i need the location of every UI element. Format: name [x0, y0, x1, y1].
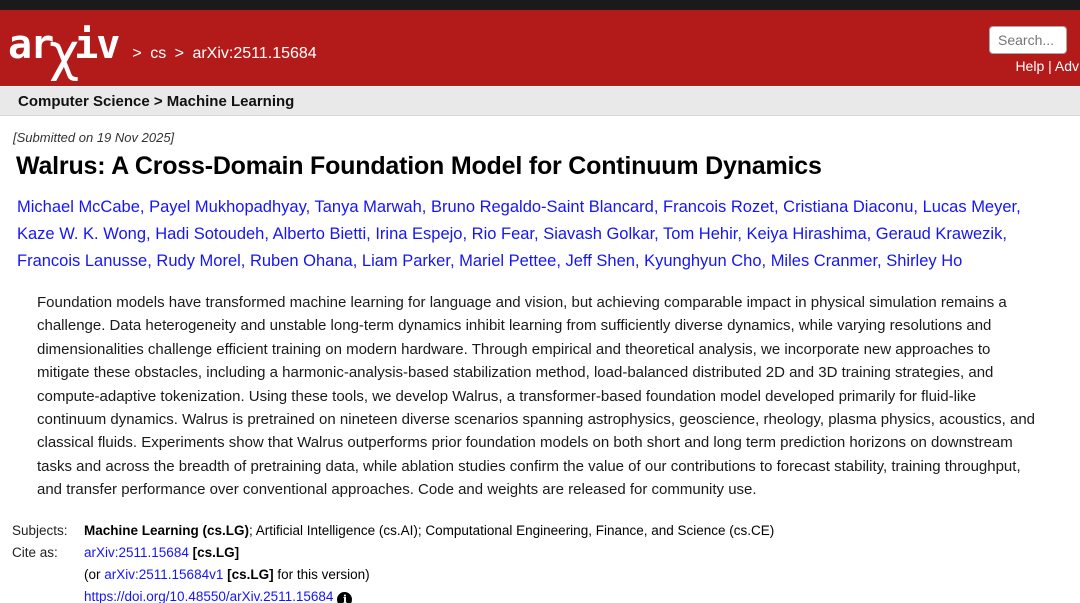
author-link[interactable]: Michael McCabe	[17, 198, 140, 216]
cite-as-label: Cite as:	[12, 544, 58, 560]
author-link[interactable]: Kyunghyun Cho	[644, 252, 762, 270]
subjects-primary: Machine Learning (cs.LG)	[84, 522, 250, 538]
logo-breadcrumb-row	[8, 22, 317, 83]
author-link[interactable]: Alberto Bietti	[272, 225, 367, 243]
version-category: [cs.LG]	[227, 566, 274, 582]
cite-as-row	[12, 542, 1068, 603]
author-link[interactable]: Mariel Pettee	[459, 252, 557, 270]
version-line	[84, 564, 370, 586]
author-link[interactable]: Geraud Krawezik	[875, 225, 1003, 243]
author-link[interactable]: Jeff Shen	[565, 252, 635, 270]
author-link[interactable]: Liam Parker	[361, 252, 450, 270]
logo-chi-glyph: χ	[49, 23, 78, 83]
author-link[interactable]: Bruno Regaldo-Saint Blancard	[430, 198, 654, 216]
top-dark-strip	[0, 0, 1080, 10]
authors-list: Michael McCabe, Payel Mukhopadhyay, Tanya Marwah, Bruno Regaldo-Saint Blancard, Francois Rozet, Cristiana Diaconu, Lucas Meyer, Kaze W. K. Wong, Hadi Sotoudeh, Alberto Bietti, Irina Espejo, Rio Fear, Siavash Golkar, Tom Hehir, Keiya Hirashima, Geraud Krawezik, Francois Lanusse, Rudy Morel, Ruben Ohana, Liam Parker, Mariel Pettee, Jeff Shen, Kyunghyun Cho, Miles Cranmer, Shirley Ho	[17, 198, 1021, 270]
category-subheader	[0, 86, 1080, 116]
author-link[interactable]: Payel Mukhopadhyay	[149, 198, 306, 216]
author-link[interactable]: Kaze W. K. Wong	[17, 225, 147, 243]
doi-link[interactable]: https://doi.org/10.48550/arXiv.2511.15684	[84, 588, 334, 603]
breadcrumb-section-link[interactable]: cs	[150, 45, 167, 62]
version-arxiv-id-link[interactable]: arXiv:2511.15684v1	[104, 566, 224, 582]
author-link[interactable]: Miles Cranmer	[770, 252, 878, 270]
author-link[interactable]: Rio Fear	[471, 225, 535, 243]
author-link[interactable]: Hadi Sotoudeh	[155, 225, 265, 243]
author-link[interactable]: Cristiana Diaconu	[783, 198, 914, 216]
logo-text-post: iv	[74, 22, 119, 68]
author-link[interactable]: Tom Hehir	[663, 225, 738, 243]
info-icon[interactable]: i	[337, 592, 352, 603]
category-subheader-label: Computer Science > Machine Learning	[18, 92, 295, 110]
submission-date: [Submitted on 19 Nov 2025]	[13, 130, 175, 145]
subjects-label: Subjects:	[12, 522, 68, 538]
author-link[interactable]: Lucas Meyer	[922, 198, 1017, 216]
breadcrumb-paper-id-link[interactable]: arXiv:2511.15684	[192, 45, 317, 62]
arxiv-banner	[0, 10, 1080, 86]
cite-line	[84, 542, 370, 564]
breadcrumb-separator: >	[174, 45, 184, 62]
paper-title: Walrus: A Cross-Domain Foundation Model for Continuum Dynamics	[16, 152, 822, 180]
author-link[interactable]: Shirley Ho	[886, 252, 963, 270]
cite-as-value	[84, 542, 370, 603]
subjects-value	[84, 520, 774, 542]
logo-text-pre: ar	[8, 22, 53, 68]
abstract-page-content	[0, 130, 1080, 603]
author-link[interactable]: Francois Rozet	[663, 198, 774, 216]
author-link[interactable]: Francois Lanusse	[17, 252, 148, 270]
cite-category: [cs.LG]	[192, 544, 240, 560]
arxiv-logo[interactable]	[8, 22, 119, 83]
search-input[interactable]	[989, 26, 1067, 54]
cite-arxiv-id-link[interactable]: arXiv:2511.15684	[84, 544, 189, 560]
help-links[interactable]: Help | Adv	[1015, 58, 1079, 74]
version-prefix: (or	[84, 566, 105, 582]
author-link[interactable]: Ruben Ohana	[249, 252, 353, 270]
author-link[interactable]: Rudy Morel	[156, 252, 241, 270]
author-link[interactable]: Irina Espejo	[375, 225, 463, 243]
abstract-text: Foundation models have transformed machine learning for language and vision, but achieving comparable impact in physical simulation remains a challenge. Data heterogeneity and unstable long-term dynamics inhibit learning from sufficiently diverse dynamics, while varying resolutions and dimensionalities challenge efficient training on modern hardware. Through empirical and theoretical analysis, we incorporate new approaches to mitigate these obstacles, including a harmonic-analysis-based stabilization method, load-balanced distributed 2D and 3D training strategies, and compute-adaptive tokenization. Using these tools, we develop Walrus, a transformer-based foundation model developed primarily for fluid-like continuum dynamics. Walrus is pretrained on nineteen diverse scenarios spanning astrophysics, geoscience, rheology, plasma physics, acoustics, and classical fluids. Experiments show that Walrus outperforms prior foundation models on both short and long term prediction horizons on downstream tasks and across the breadth of pretraining data, while ablation studies confirm the value of our contributions to forecast stability, training throughput, and transfer performance over conventional approaches. Code and weights are released for community use.	[37, 294, 1036, 499]
version-suffix: for this version)	[273, 566, 370, 582]
breadcrumb-separator: >	[132, 45, 142, 62]
author-link[interactable]: Keiya Hirashima	[746, 225, 867, 243]
breadcrumb	[128, 45, 316, 63]
subjects-secondary: ; Artificial Intelligence (cs.AI); Computational Engineering, Finance, and Science (cs.CE)	[249, 522, 775, 538]
author-link[interactable]: Tanya Marwah	[314, 198, 422, 216]
subjects-row	[12, 520, 1068, 542]
author-link[interactable]: Siavash Golkar	[543, 225, 655, 243]
doi-line	[84, 586, 370, 603]
metadata-table	[12, 520, 1068, 603]
